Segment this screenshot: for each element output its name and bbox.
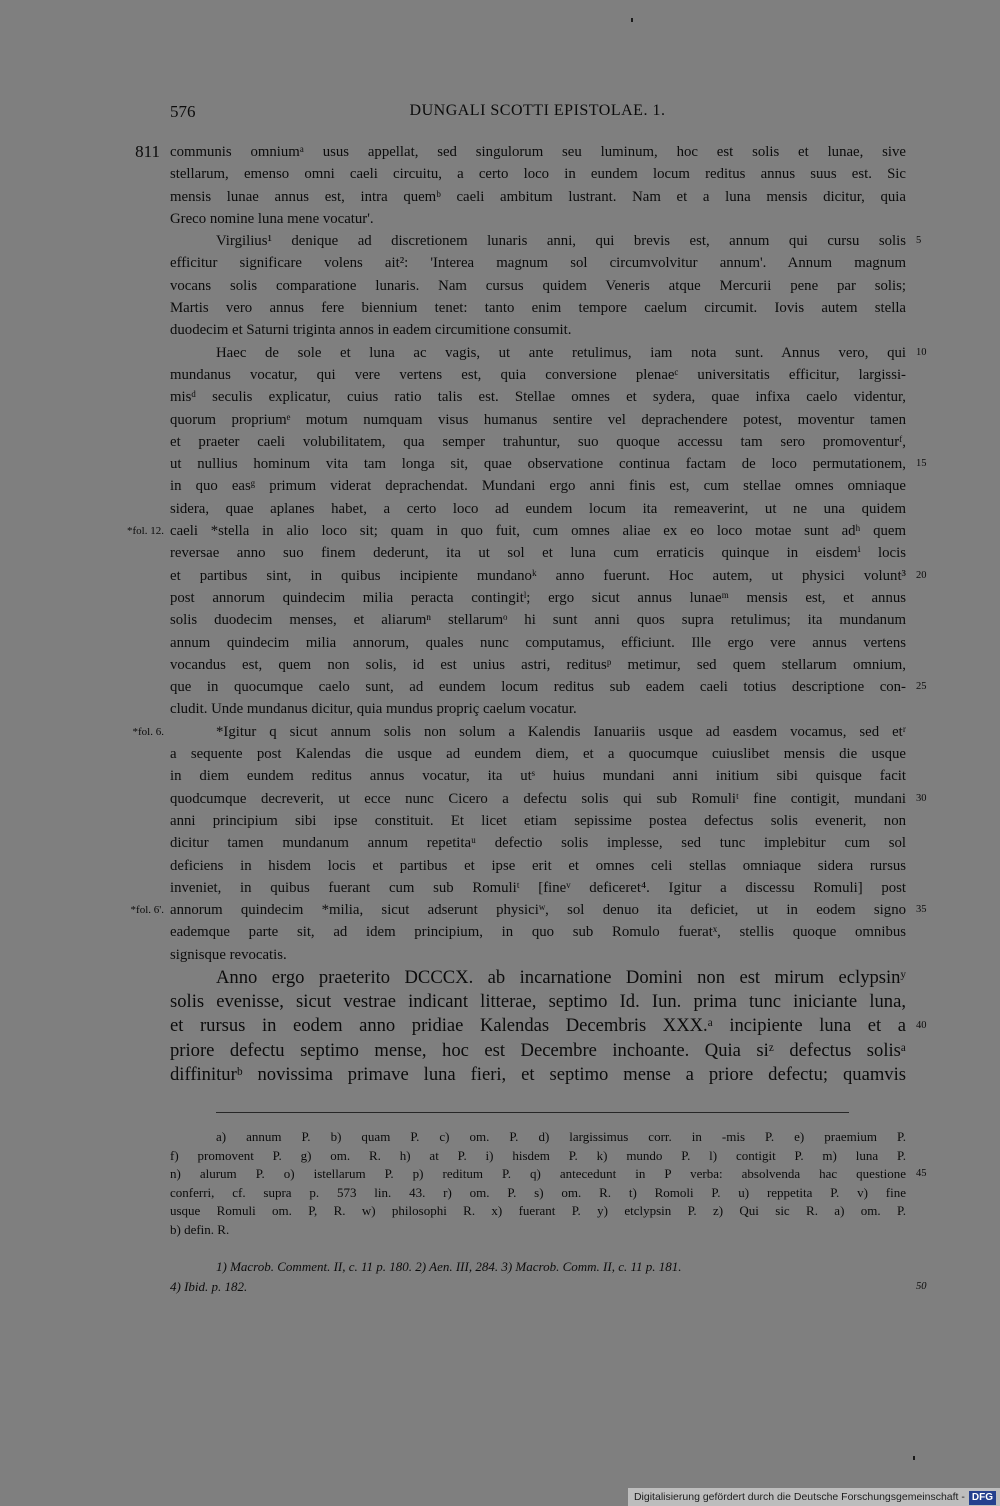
body-line	[170, 587, 906, 609]
line-number: 15	[916, 458, 927, 470]
body-line-text: reversae anno suo finem dederunt, ita ut sol et luna cum erraticis quinque in eisdemⁱ locis	[170, 545, 906, 562]
margin-note-left: 811	[135, 142, 160, 161]
body-line	[170, 698, 906, 720]
body-line	[170, 364, 906, 386]
body-line	[170, 386, 906, 408]
body-line-text: annum quindecim milia annorum, quales nunc computamus, efficiunt. Ille ergo vere annus vertens	[170, 634, 906, 651]
line-number: 10	[916, 346, 927, 358]
body-line-text: quorum propriumᵉ motum numquam visus humanus sentire vel deprachendere potest, moventur tamen	[170, 411, 906, 428]
body-line	[170, 230, 922, 252]
body-large-line-text: Anno ergo praeterito DCCCX. ab incarnatione Domini non est mirum eclypsinʸ	[216, 966, 906, 988]
body-line	[170, 788, 927, 810]
body-line-text: vocandus est, quem non solis, id est unius astri, reditusᵖ metimur, sed quem stellarum omnium,	[170, 656, 906, 673]
body-large-line	[170, 1014, 927, 1038]
source-line	[170, 1277, 927, 1297]
footnote-separator	[216, 1112, 849, 1113]
line-number: 35	[916, 904, 927, 916]
body-line-text: que in quocumque caelo sunt, ad eundem locum reditus sub eadem caeli totius descriptione con-	[170, 679, 906, 696]
body-line	[170, 944, 906, 966]
footnote-line-text: b) defin. R.	[170, 1221, 230, 1237]
body-line	[135, 141, 906, 163]
line-number: 20	[916, 569, 927, 581]
page-number: 576	[170, 102, 196, 121]
source-notes	[170, 1257, 927, 1297]
body-line-text: communis omniumᵃ usus appellat, sed singulorum seu luminum, hoc est solis et lunae, sive	[170, 144, 906, 160]
body-line	[170, 743, 906, 765]
body-line-text: sidera, quae aplanes habet, a certo loco ad eundem locum ita remeaverint, ut ne una quidem	[170, 500, 906, 517]
line-number: 40	[916, 1020, 927, 1032]
line-number: 45	[916, 1168, 927, 1180]
body-line	[170, 810, 906, 832]
line-number: 50	[916, 1281, 927, 1292]
margin-note-left: *fol. 12.	[127, 525, 164, 538]
body-line-text: efficitur significare volens ait²: 'Interea magnum sol circumvolvitur annum'. Annum magnum	[170, 255, 906, 272]
line-number: 30	[916, 792, 927, 804]
body-large-line	[170, 990, 906, 1014]
footnote-line-text: usque Romuli om. P, R. w) philosophi R. x) fuerant P. y) etclypsin P. z) Qui sic R. a) om. P.	[170, 1203, 906, 1219]
body-large-line	[170, 966, 906, 990]
body-line-text: anni principium sibi ipse constituit. Et licet etiam sepissime postea defectus solis evenerit, non	[170, 812, 906, 829]
margin-note-left: *fol. 6.	[132, 725, 164, 738]
footnote-line	[170, 1165, 927, 1184]
body-line	[170, 632, 906, 654]
body-line-text: duodecim et Saturni triginta annos in eadem circumitione consumit.	[170, 322, 572, 339]
credit-text: Digitalisierung gefördert durch die Deutsche Forschungsgemeinschaft -	[633, 1491, 965, 1503]
dfg-logo: DFG	[969, 1491, 996, 1505]
footnote-line-text: a) annum P. b) quam P. c) om. P. d) largissimus corr. in -mis P. e) praemium P.	[216, 1129, 906, 1144]
line-number: 5	[916, 235, 922, 247]
body-line-text: signisque revocatis.	[170, 946, 287, 963]
body-line	[170, 654, 906, 676]
body-line-text: solis duodecim menses, et aliarumⁿ stellarumᵒ hi sunt anni quos supra retulimus; ita mundanum	[170, 612, 906, 629]
page-header	[170, 102, 905, 126]
body-line	[170, 186, 906, 208]
body-large-line-text: diffiniturᵇ novissima primave luna fieri, et septimo mense a priore defectu; quamvis	[170, 1063, 906, 1085]
body-line-text: Martis vero annus fere biennium tenet: tanto enim tempore caelum circumit. Iovis autem stella	[170, 300, 906, 317]
line-number: 25	[916, 681, 927, 693]
body-line-text: misᵈ seculis explicatur, cuius ratio talis est. Stellae omnes et sydera, quae infixa caelo videntur,	[170, 389, 906, 406]
footnote-line-text: f) promovent P. g) om. R. h) at P. i) hisdem P. k) mundo P. l) contigit P. m) luna P.	[170, 1147, 906, 1163]
body-large-line	[170, 1063, 906, 1087]
main-text	[127, 141, 927, 1087]
body-line	[170, 275, 906, 297]
body-line-text: *Igitur q sicut annum solis non solum a Kalendis Ianuariis usque ad easdem vocamus, sed etʳ	[216, 723, 906, 740]
body-line	[170, 498, 906, 520]
body-line-text: inveniet, in quibus fuerant cum sub Romuliᵗ [fineᵛ deficeret⁴. Igitur a discessu Romuli] post	[170, 879, 906, 896]
body-line-text: quodcumque decreverit, ut ecce nunc Cicero a defectu solis qui sub Romuliᵗ fine contigit, mundani	[170, 790, 906, 807]
body-large-line	[170, 1039, 906, 1063]
source-line-text: 4) Ibid. p. 182.	[170, 1279, 248, 1294]
body-line-text: et partibus sint, in quibus incipiente mundanoᵏ anno fuerunt. Hoc autem, ut physici volunt³	[170, 567, 906, 584]
footnote-line	[170, 1221, 906, 1240]
body-line	[170, 475, 906, 497]
body-line	[170, 453, 927, 475]
body-line-text: deficiens in hisdem locis et partibus et ipse erit et omnes celi stellas omniaque sidera rursus	[170, 857, 906, 874]
textual-apparatus	[170, 1128, 927, 1240]
body-line-text: eademque parte sit, ad idem principium, in quo sub Romulo fueratˣ, stellis quoque omnibus	[170, 924, 906, 941]
body-line-text: Virgilius¹ denique ad discretionem lunaris anni, qui brevis est, annum qui cursu solis	[216, 233, 906, 250]
body-large-line-text: priore defectu septimo mense, hoc est Decembre inchoante. Quia siᶻ defectus solisᵃ	[170, 1039, 906, 1061]
body-line	[170, 921, 906, 943]
body-line	[170, 319, 906, 341]
body-line-text: et praeter caeli volubilitatem, qua semper trahuntur, suo quoque accessu tam sero promoventurᶠ,	[170, 433, 906, 450]
body-line	[170, 855, 906, 877]
footnote-line-text: conferri, cf. supra p. 573 lin. 43. r) om. P. s) om. R. t) Romoli P. u) reppetita P. v) fine	[170, 1184, 906, 1200]
body-line	[132, 721, 906, 743]
body-line	[170, 297, 906, 319]
body-line	[170, 542, 906, 564]
body-line-text: mundanus vocatur, qui vere vertens est, quia conversione plenaeᶜ universitatis efficitur, largissi-	[170, 366, 906, 383]
body-line	[170, 342, 927, 364]
body-line-text: mensis lunae annus est, intra quemᵇ caeli ambitum lustrant. Nam et a luna mensis dicitur, quia	[170, 188, 906, 205]
body-line	[170, 431, 906, 453]
footnote-line	[170, 1128, 906, 1147]
body-line-text: in quo easᵍ primum viderat deprachendat. Mundani ergo anni finis est, cum stellae omnes omniaque	[170, 478, 906, 495]
body-line	[170, 832, 906, 854]
body-line-text: stellarum, emenso omni caeli circuitu, a certo loco in eundem locum reditus annus suus est. Sic	[170, 166, 906, 183]
body-line	[170, 208, 906, 230]
running-head: DUNGALI SCOTTI EPISTOLAE. 1.	[409, 102, 666, 119]
body-line	[170, 877, 906, 899]
body-line-text: caeli *stella in alio loco sit; quam in quo fuit, cum omnes aliae ex eo loco motae sunt adʰ quem	[170, 523, 906, 540]
body-line	[170, 609, 906, 631]
body-large-line-text: et rursus in eodem anno pridiae Kalendas Decembris XXX.ᵃ incipiente luna et a	[170, 1015, 906, 1037]
body-large-line-text: solis evenisse, sicut vestrae indicant litterae, septimo Id. Iun. prima tunc iniciante luna,	[170, 991, 906, 1013]
body-line-text: cludit. Unde mundanus dicitur, quia mundus propriç caelum vocatur.	[170, 701, 577, 718]
top-speck	[631, 18, 633, 22]
bottom-speck	[913, 1456, 915, 1460]
body-line	[127, 520, 906, 542]
body-line	[170, 765, 906, 787]
body-line	[170, 676, 927, 698]
body-line	[170, 163, 906, 185]
body-line-text: vocans solis comparatione lunaris. Nam cursus quidem Veneris atque Mercurii pene par solis;	[170, 277, 906, 294]
body-line-text: a sequente post Kalendas die usque ad eundem diem, et a quocumque cuiuslibet mensis die usque	[170, 746, 906, 763]
source-line	[170, 1257, 906, 1277]
body-line	[170, 409, 906, 431]
body-line-text: in diem eundem reditus annus vocatur, ita utˢ huius mundani anni initium sibi quisque facit	[170, 768, 906, 785]
footnote-line	[170, 1202, 906, 1221]
source-line-text: 1) Macrob. Comment. II, c. 11 p. 180. 2) Aen. III, 284. 3) Macrob. Comm. II, c. 11 p. 181.	[216, 1259, 682, 1274]
body-line	[170, 565, 927, 587]
body-line-text: Haec de sole et luna ac vagis, ut ante retulimus, iam nota sunt. Annus vero, qui	[216, 344, 906, 361]
body-line	[170, 252, 906, 274]
footnote-line	[170, 1184, 906, 1203]
body-line-text: Greco nomine luna mene vocatur'.	[170, 210, 374, 227]
body-line-text: post annorum quindecim milia peracta contingitˡ; ergo sicut annus lunaeᵐ mensis est, et annus	[170, 589, 906, 606]
body-line-text: dicitur tamen mundanum annum repetitaᵘ defectio solis implesse, sed tunc implebitur cum sol	[170, 835, 906, 852]
body-line-text: ut nullius hominum vita tam longa sit, quae observatione continua factam de loco permutationem,	[170, 456, 906, 473]
body-line	[130, 899, 927, 921]
footnote-line	[170, 1147, 906, 1166]
body-line-text: annorum quindecim *milia, sicut adserunt physiciʷ, sol denuo ita deficiet, ut in eodem signo	[170, 902, 906, 919]
footnote-line-text: n) alurum P. o) istellarum P. p) reditum P. q) antecedunt in P verba: absolvenda hac questione	[170, 1166, 906, 1182]
digitization-credit	[628, 1488, 1000, 1506]
margin-note-left: *fol. 6'.	[130, 904, 164, 917]
